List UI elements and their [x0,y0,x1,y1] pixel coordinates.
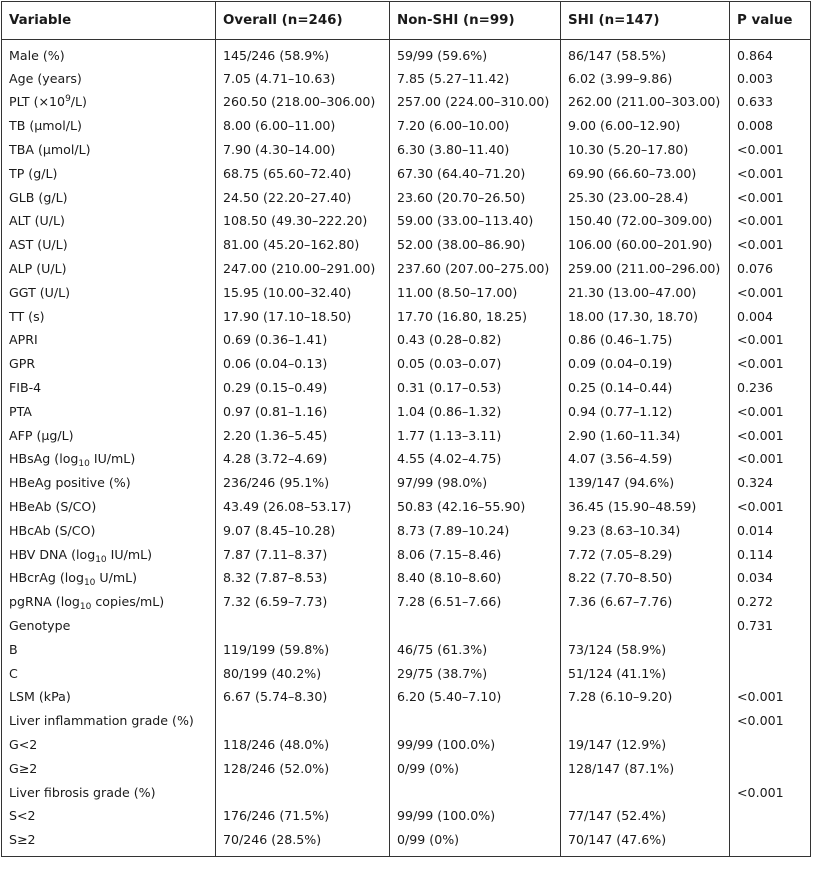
table-header [2,2,811,40]
cell-overall [216,781,390,805]
cell-shi: 19/147 (12.9%) [561,733,730,757]
cell-variable [2,329,216,353]
cell-overall: 108.50 (49.30–222.20) [216,210,390,234]
variable-unit: IU/mL) [89,451,136,467]
table-row [2,67,811,91]
variable-label: PLT (×10 [9,94,66,110]
cell-shi: 7.28 (6.10–9.20) [561,686,730,710]
cell-variable [2,662,216,686]
cell-overall: 70/246 (28.5%) [216,829,390,857]
variable-label: G<2 [9,736,38,752]
cell-variable [2,495,216,519]
cell-non-shi: 7.85 (5.27–11.42) [390,67,561,91]
cell-overall: 7.05 (4.71–10.63) [216,67,390,91]
table-row [2,519,811,543]
variable-label: TP (g/L) [9,165,58,181]
cell-overall: 145/246 (58.9%) [216,40,390,68]
cell-overall: 15.95 (10.00–32.40) [216,281,390,305]
cell-shi [561,781,730,805]
cell-non-shi: 7.28 (6.51–7.66) [390,591,561,615]
cell-shi [561,614,730,638]
variable-label: Genotype [9,617,71,633]
cell-non-shi: 4.55 (4.02–4.75) [390,448,561,472]
cell-overall: 7.87 (7.11–8.37) [216,543,390,567]
cell-p-value [730,662,811,686]
table-row [2,686,811,710]
results-table [1,1,811,857]
variable-unit: copies/mL) [91,594,165,610]
cell-variable [2,567,216,591]
variable-label: pgRNA (log [9,594,80,610]
cell-variable [2,305,216,329]
variable-label: TT (s) [9,308,45,324]
table-row [2,495,811,519]
cell-non-shi [390,614,561,638]
cell-p-value [730,829,811,857]
table-row [2,353,811,377]
header-overall: Overall (n=246) [216,2,390,40]
cell-shi: 6.02 (3.99–9.86) [561,67,730,91]
variable-label: Liver fibrosis grade (%) [9,784,156,800]
table-row [2,91,811,115]
variable-label: Liver inflammation grade (%) [9,713,194,729]
cell-shi: 7.36 (6.67–7.76) [561,591,730,615]
cell-overall: 128/246 (52.0%) [216,757,390,781]
variable-label: TBA (μmol/L) [9,141,91,157]
cell-non-shi: 257.00 (224.00–310.00) [390,91,561,115]
variable-label: HBcrAg (log [9,570,84,586]
table-row [2,638,811,662]
cell-overall: 0.06 (0.04–0.13) [216,353,390,377]
cell-non-shi: 59.00 (33.00–113.40) [390,210,561,234]
cell-p-value [730,757,811,781]
table-row [2,448,811,472]
cell-p-value: 0.004 [730,305,811,329]
cell-overall [216,710,390,734]
table-row [2,805,811,829]
cell-overall: 0.97 (0.81–1.16) [216,400,390,424]
cell-non-shi: 17.70 (16.80, 18.25) [390,305,561,329]
cell-non-shi: 8.73 (7.89–10.24) [390,519,561,543]
variable-label: GPR [9,356,36,372]
variable-label: HBsAg (log [9,451,79,467]
table-row [2,829,811,857]
table-row [2,186,811,210]
table-row [2,781,811,805]
cell-overall: 7.32 (6.59–7.73) [216,591,390,615]
cell-shi: 128/147 (87.1%) [561,757,730,781]
table-row [2,162,811,186]
cell-overall: 0.29 (0.15–0.49) [216,376,390,400]
cell-shi: 0.25 (0.14–0.44) [561,376,730,400]
cell-p-value: <0.001 [730,400,811,424]
variable-superscript: 9 [65,94,71,105]
cell-non-shi: 0.43 (0.28–0.82) [390,329,561,353]
variable-label: APRI [9,332,38,348]
cell-overall: 247.00 (210.00–291.00) [216,257,390,281]
cell-variable [2,781,216,805]
cell-p-value: <0.001 [730,448,811,472]
cell-shi: 73/124 (58.9%) [561,638,730,662]
cell-shi: 8.22 (7.70–8.50) [561,567,730,591]
variable-subscript: 10 [95,554,107,565]
cell-overall: 6.67 (5.74–8.30) [216,686,390,710]
variable-label: TB (μmol/L) [9,118,82,134]
variable-label: ALT (U/L) [9,213,65,229]
cell-non-shi: 0/99 (0%) [390,757,561,781]
cell-overall: 4.28 (3.72–4.69) [216,448,390,472]
cell-variable [2,519,216,543]
cell-non-shi: 8.40 (8.10–8.60) [390,567,561,591]
cell-shi: 139/147 (94.6%) [561,472,730,496]
cell-overall: 0.69 (0.36–1.41) [216,329,390,353]
cell-variable [2,448,216,472]
table-row [2,210,811,234]
cell-p-value: <0.001 [730,781,811,805]
header-non-shi: Non-SHI (n=99) [390,2,561,40]
cell-p-value: 0.008 [730,115,811,139]
cell-p-value: <0.001 [730,424,811,448]
cell-overall: 2.20 (1.36–5.45) [216,424,390,448]
cell-p-value: <0.001 [730,210,811,234]
cell-non-shi [390,710,561,734]
cell-non-shi: 59/99 (59.6%) [390,40,561,68]
cell-shi: 86/147 (58.5%) [561,40,730,68]
header-variable: Variable [2,2,216,40]
cell-shi: 259.00 (211.00–296.00) [561,257,730,281]
cell-variable [2,186,216,210]
variable-label: AFP (μg/L) [9,427,74,443]
table-row [2,543,811,567]
cell-variable [2,686,216,710]
cell-variable [2,472,216,496]
variable-label: ALP (U/L) [9,260,67,276]
table-row [2,115,811,139]
variable-label: HBV DNA (log [9,546,96,562]
cell-non-shi: 97/99 (98.0%) [390,472,561,496]
header-shi: SHI (n=147) [561,2,730,40]
variable-label: HBeAg positive (%) [9,475,131,491]
cell-shi: 10.30 (5.20–17.80) [561,138,730,162]
cell-overall [216,614,390,638]
cell-shi: 0.94 (0.77–1.12) [561,400,730,424]
variable-label: FIB-4 [9,379,42,395]
variable-subscript: 10 [83,578,96,589]
cell-non-shi: 1.04 (0.86–1.32) [390,400,561,424]
cell-variable [2,376,216,400]
cell-variable [2,67,216,91]
header-row [2,2,811,40]
variable-label: S≥2 [9,832,36,848]
variable-subscript: 10 [79,602,92,613]
cell-p-value: <0.001 [730,353,811,377]
table-row [2,305,811,329]
cell-p-value: 0.633 [730,91,811,115]
cell-overall: 17.90 (17.10–18.50) [216,305,390,329]
cell-p-value: 0.272 [730,591,811,615]
variable-label: PTA [9,403,32,419]
variable-unit: IU/mL) [106,546,153,562]
cell-shi: 9.00 (6.00–12.90) [561,115,730,139]
cell-p-value: <0.001 [730,686,811,710]
variable-unit: /L) [70,94,87,110]
variable-label: HBeAb (S/CO) [9,498,97,514]
table-row [2,614,811,638]
cell-variable [2,710,216,734]
variable-unit: U/mL) [95,570,138,586]
variable-label: GLB (g/L) [9,189,68,205]
cell-p-value: <0.001 [730,710,811,734]
cell-variable [2,829,216,857]
cell-p-value: 0.014 [730,519,811,543]
cell-overall: 9.07 (8.45–10.28) [216,519,390,543]
cell-overall: 68.75 (65.60–72.40) [216,162,390,186]
cell-overall: 119/199 (59.8%) [216,638,390,662]
variable-label: AST (U/L) [9,237,68,253]
cell-non-shi: 67.30 (64.40–71.20) [390,162,561,186]
cell-variable [2,138,216,162]
cell-p-value: 0.076 [730,257,811,281]
table-row [2,257,811,281]
variable-label: S<2 [9,808,36,824]
cell-non-shi: 6.30 (3.80–11.40) [390,138,561,162]
cell-variable [2,210,216,234]
cell-shi: 18.00 (17.30, 18.70) [561,305,730,329]
cell-shi: 7.72 (7.05–8.29) [561,543,730,567]
cell-p-value: 0.864 [730,40,811,68]
cell-non-shi: 0.31 (0.17–0.53) [390,376,561,400]
cell-non-shi: 6.20 (5.40–7.10) [390,686,561,710]
cell-variable [2,805,216,829]
cell-variable [2,257,216,281]
cell-variable [2,234,216,258]
cell-overall: 236/246 (95.1%) [216,472,390,496]
cell-non-shi: 0.05 (0.03–0.07) [390,353,561,377]
table-row [2,400,811,424]
cell-shi: 2.90 (1.60–11.34) [561,424,730,448]
table-body [2,40,811,857]
table-row [2,234,811,258]
table-row [2,40,811,68]
variable-label: GGT (U/L) [9,284,71,300]
cell-shi: 69.90 (66.60–73.00) [561,162,730,186]
cell-overall: 260.50 (218.00–306.00) [216,91,390,115]
variable-label: LSM (kPa) [9,689,71,705]
cell-non-shi: 8.06 (7.15–8.46) [390,543,561,567]
table-row [2,329,811,353]
cell-overall: 80/199 (40.2%) [216,662,390,686]
cell-p-value: <0.001 [730,281,811,305]
header-p-value: P value [730,2,811,40]
cell-overall: 176/246 (71.5%) [216,805,390,829]
cell-variable [2,757,216,781]
cell-p-value: 0.236 [730,376,811,400]
cell-p-value: 0.114 [730,543,811,567]
cell-shi: 51/124 (41.1%) [561,662,730,686]
cell-variable [2,543,216,567]
table-row [2,733,811,757]
cell-overall: 43.49 (26.08–53.17) [216,495,390,519]
cell-shi: 0.09 (0.04–0.19) [561,353,730,377]
cell-variable [2,614,216,638]
variable-label: Age (years) [9,70,82,86]
table-row [2,472,811,496]
cell-non-shi: 237.60 (207.00–275.00) [390,257,561,281]
cell-variable [2,424,216,448]
table-row [2,281,811,305]
cell-non-shi: 1.77 (1.13–3.11) [390,424,561,448]
cell-variable [2,162,216,186]
cell-shi: 25.30 (23.00–28.4) [561,186,730,210]
cell-p-value: 0.731 [730,614,811,638]
cell-overall: 8.00 (6.00–11.00) [216,115,390,139]
cell-p-value: <0.001 [730,138,811,162]
cell-variable [2,638,216,662]
variable-label: Male (%) [9,48,65,64]
table-row [2,424,811,448]
cell-non-shi: 11.00 (8.50–17.00) [390,281,561,305]
cell-overall: 8.32 (7.87–8.53) [216,567,390,591]
cell-p-value: <0.001 [730,234,811,258]
table-row [2,376,811,400]
cell-p-value: <0.001 [730,495,811,519]
cell-variable [2,353,216,377]
table-row [2,591,811,615]
cell-variable [2,733,216,757]
variable-label: HBcAb (S/CO) [9,522,96,538]
cell-non-shi: 29/75 (38.7%) [390,662,561,686]
cell-shi: 77/147 (52.4%) [561,805,730,829]
cell-variable [2,91,216,115]
cell-shi: 0.86 (0.46–1.75) [561,329,730,353]
cell-overall: 7.90 (4.30–14.00) [216,138,390,162]
cell-variable [2,591,216,615]
cell-shi [561,710,730,734]
cell-shi: 21.30 (13.00–47.00) [561,281,730,305]
variable-label: B [9,641,18,657]
cell-p-value: 0.324 [730,472,811,496]
table-row [2,138,811,162]
variable-subscript: 10 [78,459,90,470]
cell-shi: 9.23 (8.63–10.34) [561,519,730,543]
variable-label: C [9,665,18,681]
cell-variable [2,40,216,68]
cell-shi: 4.07 (3.56–4.59) [561,448,730,472]
cell-variable [2,400,216,424]
variable-label: G≥2 [9,760,38,776]
cell-shi: 262.00 (211.00–303.00) [561,91,730,115]
table-row [2,567,811,591]
cell-variable [2,115,216,139]
cell-non-shi: 23.60 (20.70–26.50) [390,186,561,210]
cell-overall: 118/246 (48.0%) [216,733,390,757]
cell-non-shi: 7.20 (6.00–10.00) [390,115,561,139]
cell-non-shi: 50.83 (42.16–55.90) [390,495,561,519]
cell-shi: 36.45 (15.90–48.59) [561,495,730,519]
cell-shi: 150.40 (72.00–309.00) [561,210,730,234]
cell-non-shi: 0/99 (0%) [390,829,561,857]
cell-shi: 106.00 (60.00–201.90) [561,234,730,258]
cell-p-value: <0.001 [730,186,811,210]
table-row [2,662,811,686]
cell-p-value [730,638,811,662]
cell-variable [2,281,216,305]
cell-non-shi: 99/99 (100.0%) [390,805,561,829]
table-row [2,710,811,734]
cell-p-value: <0.001 [730,329,811,353]
cell-non-shi: 52.00 (38.00–86.90) [390,234,561,258]
table-row [2,757,811,781]
cell-non-shi [390,781,561,805]
cell-p-value: 0.003 [730,67,811,91]
cell-p-value: <0.001 [730,162,811,186]
cell-non-shi: 99/99 (100.0%) [390,733,561,757]
cell-p-value: 0.034 [730,567,811,591]
cell-p-value [730,805,811,829]
cell-non-shi: 46/75 (61.3%) [390,638,561,662]
cell-overall: 81.00 (45.20–162.80) [216,234,390,258]
cell-p-value [730,733,811,757]
cell-shi: 70/147 (47.6%) [561,829,730,857]
cell-overall: 24.50 (22.20–27.40) [216,186,390,210]
